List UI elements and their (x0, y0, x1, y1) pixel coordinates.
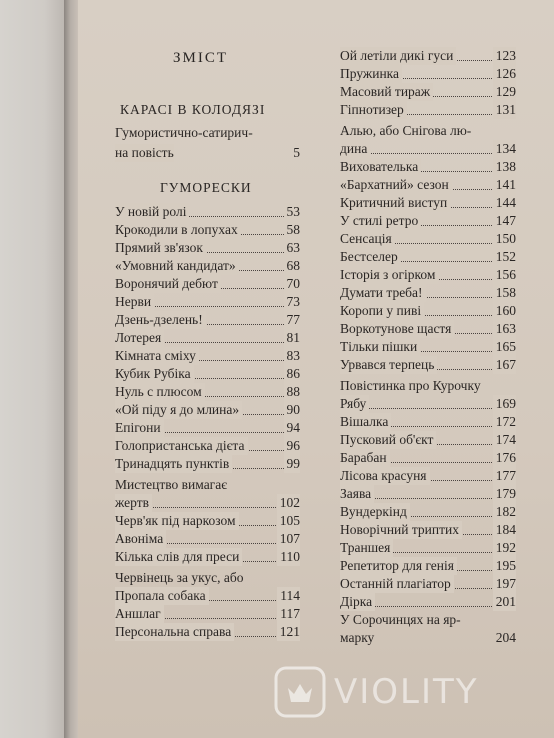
entry-page: 70 (284, 275, 301, 293)
entry-page: 117 (277, 605, 300, 623)
entry-title: Урвався терпець (340, 356, 437, 374)
entry-title: Дірка (340, 593, 375, 611)
entry-title: У новій ролі (115, 203, 189, 221)
entry-page: 126 (493, 65, 516, 83)
list-item (115, 419, 300, 437)
entry-page: 156 (493, 266, 516, 284)
entry-page: 160 (493, 302, 516, 320)
list-item (340, 158, 516, 176)
entry-page: 182 (493, 503, 516, 521)
list-item (115, 548, 300, 566)
list-item (115, 347, 300, 365)
list-item (115, 203, 300, 221)
list-item (340, 302, 516, 320)
entry-title: Вундеркінд (340, 503, 410, 521)
list-item (115, 512, 300, 530)
entry-title: Історія з огірком (340, 266, 438, 284)
list-item (340, 539, 516, 557)
entry-title: Черв'як під наркозом (115, 512, 239, 530)
section-heading-karasi: КАРАСІ В КОЛОДЯЗІ (120, 102, 266, 117)
entry-page: 179 (493, 485, 516, 503)
entry-page: 167 (493, 356, 516, 374)
entry-page: 129 (493, 83, 516, 101)
entry-page: 192 (493, 539, 516, 557)
entry-page: 99 (284, 455, 301, 473)
entry-page: 86 (284, 365, 301, 383)
entry-title: Лотерея (115, 329, 164, 347)
list-item (115, 293, 300, 311)
entry-title: Алью, або Снігова лю- (340, 123, 472, 138)
list-item (340, 449, 516, 467)
entry-title: Воронячий дебют (115, 275, 221, 293)
violity-watermark (272, 664, 552, 720)
entry-title: Рябу (340, 395, 369, 413)
entry-page: 195 (493, 557, 516, 575)
entry-page: 197 (493, 575, 516, 593)
entry-page: 83 (284, 347, 301, 365)
list-item (115, 383, 300, 401)
entry-page: 88 (284, 383, 301, 401)
list-item (340, 377, 516, 395)
entry-title: Лісова красуня (340, 467, 430, 485)
list-item (340, 140, 516, 158)
left-page-edge (0, 0, 64, 738)
entry-page: 184 (493, 521, 516, 539)
list-item (340, 122, 516, 140)
list-item (340, 248, 516, 266)
list-item (115, 275, 300, 293)
list-item (340, 230, 516, 248)
list-item (340, 176, 516, 194)
list-item (115, 437, 300, 455)
list-item (340, 320, 516, 338)
list-item (340, 83, 516, 101)
entry-title: на повість (115, 145, 174, 160)
list-item (340, 467, 516, 485)
list-item (115, 455, 300, 473)
list-item (340, 521, 516, 539)
entry-page: 204 (495, 630, 516, 645)
list-item (115, 257, 300, 275)
entry-page: 141 (493, 176, 516, 194)
entry-title: Бестселер (340, 248, 401, 266)
entry-title: Сенсація (340, 230, 395, 248)
entry-title: Вихователька (340, 158, 421, 176)
entry-title: Заява (340, 485, 374, 503)
entry-page: 147 (493, 212, 516, 230)
list-item (115, 587, 300, 605)
entry-title: Коропи у пиві (340, 302, 424, 320)
entry-page: 169 (493, 395, 516, 413)
entry-page: 81 (284, 329, 301, 347)
entry-title: Барабан (340, 449, 390, 467)
list-item (340, 629, 516, 647)
entry-title: Аншлаг (115, 605, 164, 623)
entry-page: 150 (493, 230, 516, 248)
entry-title: Прямий зв'язок (115, 239, 206, 257)
list-item (115, 239, 300, 257)
entry-page: 5 (293, 145, 300, 160)
entry-page: 114 (277, 587, 300, 605)
entry-title: Кілька слів для преси (115, 548, 242, 566)
entry-title: Вішалка (340, 413, 391, 431)
list-item (340, 431, 516, 449)
list-item (115, 494, 300, 512)
list-item (340, 101, 516, 119)
entry-page: 96 (284, 437, 301, 455)
entry-page: 53 (284, 203, 301, 221)
entry-title: У Сорочинцях на яр- (340, 612, 461, 627)
entry-title: Воркотунове щастя (340, 320, 454, 338)
entry-title: Авоніма (115, 530, 166, 548)
entry-title: Останній плагіатор (340, 575, 454, 593)
entry-page: 176 (493, 449, 516, 467)
entry-page: 63 (284, 239, 301, 257)
entry-title: Ой летіли дикі гуси (340, 47, 456, 65)
entry-page: 110 (277, 548, 300, 566)
list-item (340, 194, 516, 212)
list-item (115, 144, 300, 162)
entry-title: Голопристанська дієта (115, 437, 248, 455)
list-item (340, 212, 516, 230)
entry-title: Мистецтво вимагає (115, 477, 228, 492)
contents-title: ЗМІСТ (173, 50, 229, 66)
entry-page: 107 (277, 530, 300, 548)
entry-title: Нуль с плюсом (115, 383, 205, 401)
entry-page: 144 (493, 194, 516, 212)
entry-page: 177 (493, 467, 516, 485)
entry-page: 174 (493, 431, 516, 449)
entry-page: 201 (493, 593, 516, 611)
entry-title: Критичний виступ (340, 194, 450, 212)
entry-page: 90 (284, 401, 301, 419)
entry-title: дина (340, 140, 370, 158)
entry-page: 73 (284, 293, 301, 311)
list-item (115, 221, 300, 239)
entry-title: жертв (115, 494, 152, 512)
entry-title: Масовий тираж (340, 83, 433, 101)
list-item (115, 569, 300, 587)
list-item (340, 557, 516, 575)
entry-title: Гумористично-сатирич- (115, 125, 253, 140)
watermark-text: VIOLITY (334, 672, 479, 712)
entry-page: 165 (493, 338, 516, 356)
entry-title: «Умовний кандидат» (115, 257, 239, 275)
entry-title: Думати треба! (340, 284, 426, 302)
list-item (340, 575, 516, 593)
entry-page: 138 (493, 158, 516, 176)
entry-title: Тільки пішки (340, 338, 420, 356)
list-item (115, 365, 300, 383)
list-item (340, 47, 516, 65)
entry-title: Дзень-дзелень! (115, 311, 206, 329)
list-item (115, 476, 300, 494)
entry-title: марку (340, 630, 375, 645)
entry-title: Кубик Рубіка (115, 365, 194, 383)
list-item (115, 329, 300, 347)
entry-title: Траншея (340, 539, 393, 557)
entry-title: Крокодили в лопухах (115, 221, 241, 239)
list-item (340, 413, 516, 431)
entry-page: 158 (493, 284, 516, 302)
entry-title: «Бархатний» сезон (340, 176, 452, 194)
book-spine (64, 0, 78, 738)
list-item (115, 605, 300, 623)
list-item (115, 401, 300, 419)
list-item (340, 593, 516, 611)
entry-title: Пусковий об'єкт (340, 431, 436, 449)
entry-title: «Ой піду я до млина» (115, 401, 242, 419)
list-item (340, 485, 516, 503)
list-item (340, 266, 516, 284)
entry-title: Нерви (115, 293, 154, 311)
list-item (115, 623, 300, 641)
list-item (115, 124, 300, 142)
entry-title: Епігони (115, 419, 164, 437)
entry-title: Персональна справа (115, 623, 234, 641)
entry-page: 123 (493, 47, 516, 65)
list-item (115, 311, 300, 329)
entry-title: Повістинка про Курочку (340, 378, 481, 393)
entry-title: Червінець за укус, або (115, 570, 244, 585)
entry-page: 94 (284, 419, 301, 437)
entry-title: Тринадцять пунктів (115, 455, 232, 473)
violity-logo-icon (272, 664, 328, 720)
entry-title: Пружинка (340, 65, 402, 83)
entry-page: 68 (284, 257, 301, 275)
entry-page: 105 (277, 512, 300, 530)
list-item (340, 356, 516, 374)
section-heading-humoresky: ГУМОРЕСКИ (160, 180, 252, 195)
list-item (340, 65, 516, 83)
list-item (340, 611, 516, 629)
list-item (340, 338, 516, 356)
list-item (340, 284, 516, 302)
entry-title: Пропала собака (115, 587, 209, 605)
entry-page: 152 (493, 248, 516, 266)
entry-title: Гіпнотизер (340, 101, 407, 119)
entry-page: 102 (277, 494, 300, 512)
entry-title: Репетитор для генія (340, 557, 457, 575)
entry-page: 58 (284, 221, 301, 239)
list-item (340, 503, 516, 521)
entry-title: Кімната сміху (115, 347, 199, 365)
entry-page: 77 (284, 311, 301, 329)
list-item (340, 395, 516, 413)
entry-page: 121 (277, 623, 300, 641)
entry-page: 172 (493, 413, 516, 431)
entry-page: 134 (493, 140, 516, 158)
list-item (115, 530, 300, 548)
entry-page: 131 (493, 101, 516, 119)
entry-title: У стилі ретро (340, 212, 421, 230)
entry-page: 163 (493, 320, 516, 338)
entry-title: Новорічний триптих (340, 521, 462, 539)
